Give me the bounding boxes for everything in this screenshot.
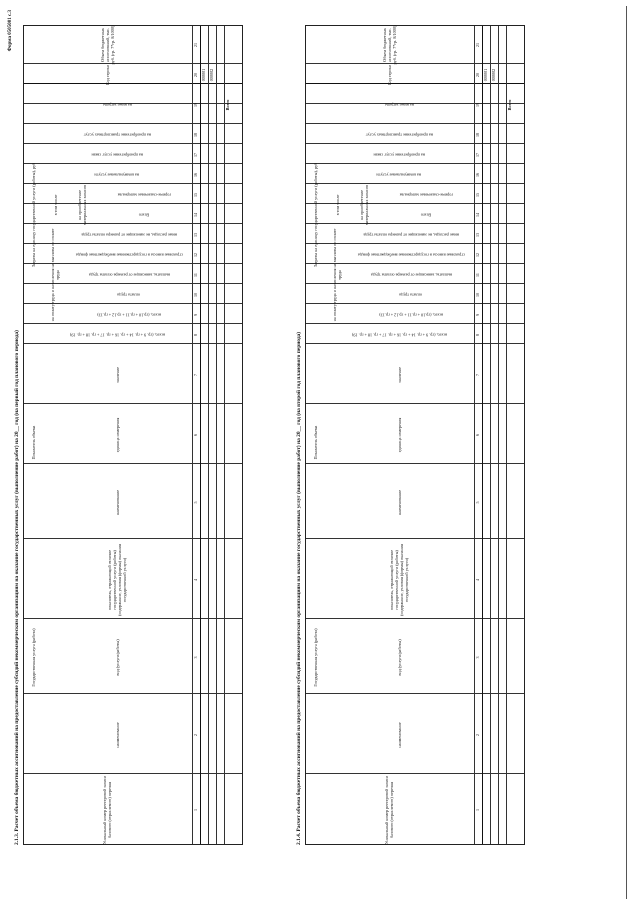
header-payments: выплаты, зависящие от размера оплаты труда (88, 272, 170, 278)
col-num: 16 (193, 173, 198, 177)
header-labor-pay: на оплату труда и начисления на выплаты по оплате труда (332, 228, 342, 322)
header-name: наименование (114, 722, 120, 748)
col-num: 6 (475, 434, 480, 436)
col-num: 8 (475, 334, 480, 336)
header-unique-number: Уникальный номер реестровой записи базового (отраслевого) перечня (384, 775, 394, 845)
header-communal: на коммунальные услуги (376, 172, 422, 178)
col-num: 14 (475, 213, 480, 217)
header-value: значение (396, 367, 402, 383)
header-volume: Показатель объема (312, 425, 318, 460)
header-communal: на коммунальные услуги (94, 172, 140, 178)
col-num: 13 (193, 233, 198, 237)
header-unit: единица измерения (396, 417, 402, 453)
header-pay: оплата труда (117, 292, 141, 298)
col-num: 5 (193, 501, 198, 504)
header-fuel: горюче-смазочные материалы (117, 192, 171, 198)
col-num: 4 (475, 579, 480, 581)
header-total-sum: всего, (гр. 9 + гр. 14 + гр. 16 + гр. 17 + гр. 18 + гр. 19) (351, 332, 447, 338)
header-kind: вид (услуги/работы) (396, 639, 402, 676)
col-num: 15 (475, 193, 480, 197)
header-payments: выплаты, зависящие от размера оплаты труда (370, 272, 452, 278)
header-other-costs: на иные затраты (384, 102, 414, 108)
header-value: значение (114, 367, 120, 383)
header-name: наименование (396, 722, 402, 748)
col-num: 11 (475, 273, 480, 277)
header-total: Всего (138, 212, 150, 218)
col-num: 10 (475, 293, 480, 297)
col-num: 12 (193, 253, 198, 257)
col-num: 3 (475, 656, 480, 659)
total-label: Всего (225, 99, 230, 111)
header-labor-pay: на оплату труда и начисления на выплаты по оплате труда (50, 228, 60, 322)
col-num: 9 (475, 314, 480, 316)
col-num: 17 (475, 153, 480, 157)
col-num: 20 (193, 73, 198, 77)
header-unit: единица измерения (114, 417, 120, 453)
header-materials: на приобретение материальных запасов (77, 185, 87, 225)
col-num: 16 (475, 173, 480, 177)
header-gov-service: Государственная услуга (работа) (312, 628, 318, 687)
header-kind: вид (услуги/работы) (114, 639, 120, 676)
header-insurance: страховые взносы в государственные внебюджетные фонды (75, 252, 183, 258)
col-num: 1 (475, 809, 480, 811)
header-budget-volume: Объем бюджетных ассигнований, тыс. руб. (гр. 7*гр. 8/1000) (381, 25, 397, 65)
col-num: 20 (475, 73, 480, 77)
header-pay: оплата труда (399, 292, 423, 298)
header-labor-total: всего, (гр.10 + гр.11 + гр.12 + гр.13) (379, 312, 443, 318)
header-gov-service: Государственная услуга (работа) (30, 628, 36, 687)
header-indicator: показатель, отражающий отличие государственной услуги (работы) (содержание, условия (формы) оказания государственной услуги) (107, 544, 127, 616)
col-num: 7 (475, 374, 480, 376)
header-other-pay: иные расходы, не зависящие от размера оплаты труда (363, 232, 459, 238)
col-num: 9 (193, 314, 198, 316)
col-num: 17 (193, 153, 198, 157)
col-num: 12 (475, 253, 480, 257)
header-other-costs: на иные затраты (102, 102, 132, 108)
col-num: 21 (193, 43, 198, 47)
header-budget-volume: Объем бюджетных ассигнований, тыс. руб. (гр. 7*гр. 8/1000) (99, 25, 115, 65)
col-num: 1 (193, 809, 198, 811)
col-num: 11 (193, 273, 198, 277)
col-num: 8 (193, 334, 198, 336)
row-code: 000001 (201, 68, 206, 82)
header-total-sum: всего, (гр. 9 + гр. 14 + гр. 16 + гр. 17 + гр. 18 + гр. 19) (69, 332, 165, 338)
col-num: 6 (193, 434, 198, 436)
form-code: Форма 0505001 с.3 (8, 10, 13, 52)
header-incl: в том числе (334, 194, 340, 216)
header-costs: Затраты на единицу государственной услуги (работы), руб (312, 162, 318, 268)
col-num: 5 (475, 501, 480, 504)
header-comm-services: на приобретение услуг связи (373, 152, 425, 158)
header-fuel: горюче-смазочные материалы (399, 192, 453, 198)
header-volume: Показатель объема (30, 425, 36, 460)
col-num: 18 (475, 133, 480, 137)
header-total: Всего (420, 212, 432, 218)
header-transport: на приобретение транспортных услуг (365, 132, 433, 138)
header-transport: на приобретение транспортных услуг (83, 132, 151, 138)
col-num: 4 (193, 579, 198, 581)
header-row-code: Код строки (386, 65, 392, 85)
header-materials: на приобретение материальных запасов (359, 185, 369, 225)
header-comm-services: на приобретение услуг связи (91, 152, 143, 158)
header-labor-total: всего, (гр.10 + гр.11 + гр.12 + гр.13) (97, 312, 161, 318)
header-indicator: показатель, отражающий отличие государственной услуги (работы) (содержание, условия (формы) оказания государственной услуги) (389, 544, 409, 616)
col-num: 19 (193, 103, 198, 107)
row-code: 000002 (491, 68, 496, 82)
section-title: 2.1.4. Расчет объема бюджетных ассигнований на предоставление субсидий некоммерческим организациям на оказание государственных услуг (выполнение работ) на 20__ год (на второй год планового периода) (296, 331, 302, 845)
section-2-1-3 (14, 25, 230, 845)
header-row-code: Код строки (104, 65, 110, 85)
section-title: 2.1.3. Расчет объема бюджетных ассигнований на предоставление субсидий некоммерческим организациям на оказание государственных услуг (выполнение работ) на 20__ год (на первый год планового периода) (14, 330, 20, 845)
row-code: 000001 (483, 68, 488, 82)
col-num: 19 (475, 103, 480, 107)
header-incl: в том числе (52, 194, 58, 216)
header-costs: Затраты на единицу государственной услуги (работы), руб (30, 162, 36, 268)
col-num: 14 (193, 213, 198, 217)
col-num: 21 (475, 43, 480, 47)
page-bottom-rule (626, 6, 627, 899)
header-volume-name: наименование (396, 489, 402, 516)
col-num: 15 (193, 193, 198, 197)
col-num: 10 (193, 293, 198, 297)
col-num: 2 (193, 734, 198, 736)
col-num: 2 (475, 734, 480, 736)
header-other-pay: иные расходы, не зависящие от размера оплаты труда (81, 232, 177, 238)
section-2-1-4 (296, 25, 512, 845)
col-num: 3 (193, 656, 198, 659)
col-num: 7 (193, 374, 198, 376)
header-insurance: страховые взносы в государственные внебюджетные фонды (357, 252, 465, 258)
total-label: Всего (507, 99, 512, 111)
header-unique-number: Уникальный номер реестровой записи базового (отраслевого) перечня (102, 775, 112, 845)
row-code: 000002 (209, 68, 214, 82)
col-num: 13 (475, 233, 480, 237)
header-volume-name: наименование (114, 489, 120, 516)
col-num: 18 (193, 133, 198, 137)
